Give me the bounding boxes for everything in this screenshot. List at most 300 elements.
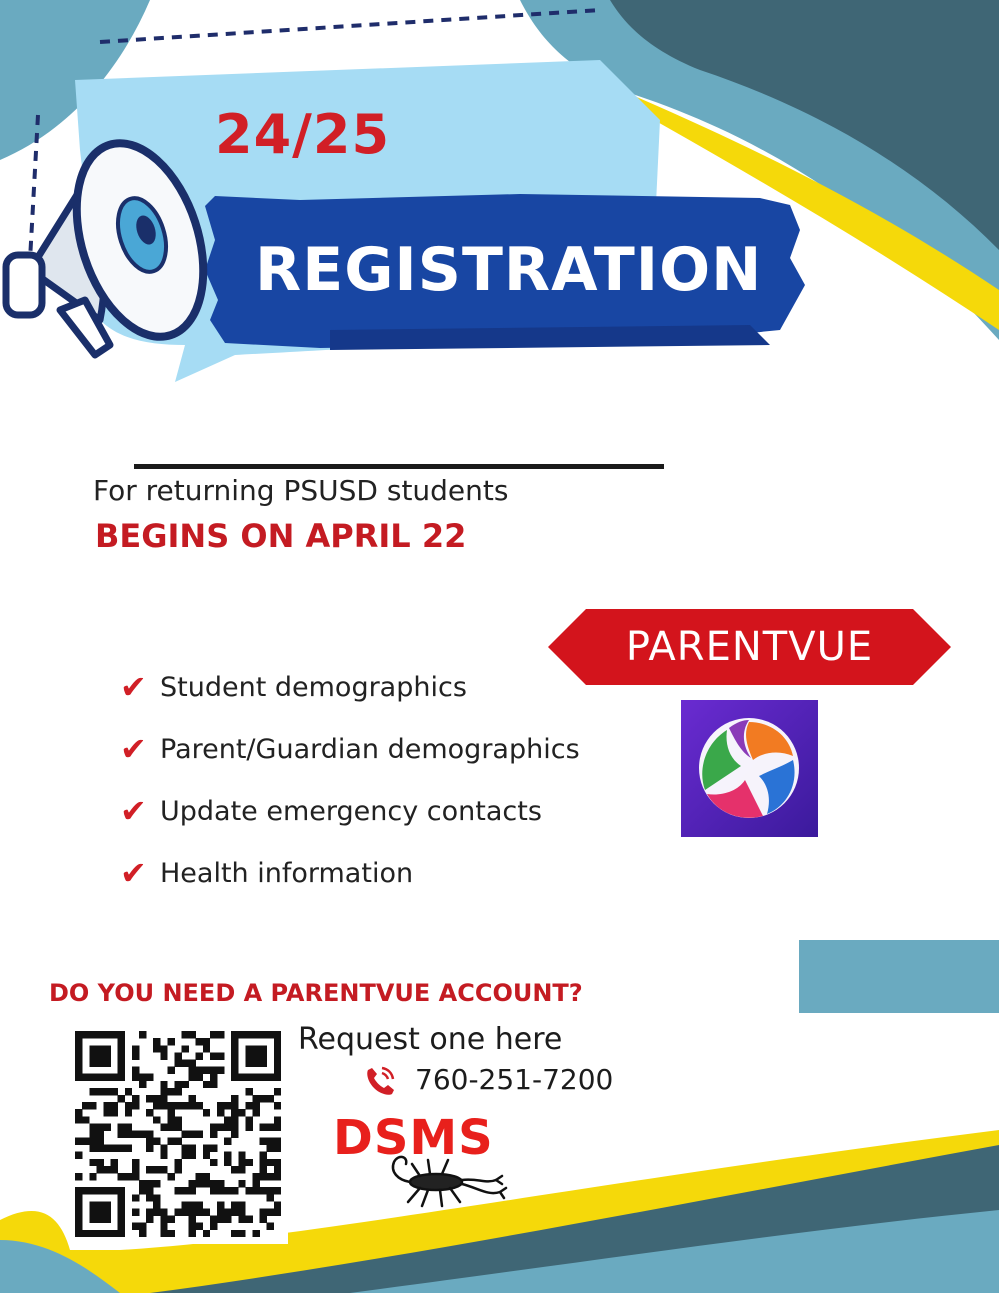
qr-module	[260, 1138, 267, 1145]
qr-module	[210, 1031, 217, 1038]
qr-module	[245, 1102, 252, 1109]
qr-module	[260, 1173, 267, 1180]
qr-module	[146, 1130, 153, 1137]
qr-module	[118, 1074, 125, 1081]
qr-module	[111, 1159, 118, 1166]
qr-module	[160, 1081, 167, 1088]
qr-module	[132, 1159, 139, 1166]
qr-module	[203, 1173, 210, 1180]
qr-module	[196, 1074, 203, 1081]
qr-module	[111, 1187, 118, 1194]
qr-module	[189, 1067, 196, 1074]
qr-module	[132, 1173, 139, 1180]
qr-module	[231, 1052, 238, 1059]
qr-module	[210, 1223, 217, 1230]
qr-module	[238, 1180, 245, 1187]
qr-module	[160, 1145, 167, 1152]
qr-module	[231, 1116, 238, 1123]
qr-module	[182, 1102, 189, 1109]
check-icon: ✔	[120, 854, 147, 892]
qr-module	[189, 1031, 196, 1038]
qr-module	[75, 1138, 82, 1145]
qr-module	[96, 1216, 103, 1223]
qr-module	[267, 1145, 274, 1152]
qr-module	[238, 1109, 245, 1116]
qr-module	[245, 1123, 252, 1130]
qr-module	[160, 1102, 167, 1109]
school-logo-text: DSMS	[333, 1110, 494, 1166]
qr-module	[125, 1109, 132, 1116]
qr-module	[231, 1230, 238, 1237]
qr-module	[203, 1209, 210, 1216]
qr-module	[75, 1230, 82, 1237]
qr-module	[125, 1130, 132, 1137]
qr-module	[75, 1067, 82, 1074]
qr-module	[75, 1031, 82, 1038]
qr-module	[75, 1045, 82, 1052]
qr-module	[160, 1230, 167, 1237]
qr-module	[231, 1038, 238, 1045]
qr-module	[132, 1209, 139, 1216]
qr-module	[118, 1045, 125, 1052]
qr-module	[196, 1180, 203, 1187]
qr-module	[153, 1194, 160, 1201]
qr-module	[231, 1209, 238, 1216]
qr-module	[139, 1230, 146, 1237]
qr-module	[118, 1031, 125, 1038]
qr-module	[196, 1130, 203, 1137]
qr-module	[103, 1201, 110, 1208]
qr-module	[111, 1109, 118, 1116]
qr-module	[274, 1067, 281, 1074]
qr-module	[267, 1031, 274, 1038]
qr-module	[89, 1045, 96, 1052]
qr-module	[189, 1180, 196, 1187]
qr-module	[196, 1209, 203, 1216]
qr-module	[189, 1216, 196, 1223]
qr-module	[260, 1045, 267, 1052]
qr-module	[253, 1180, 260, 1187]
qr-module	[75, 1201, 82, 1208]
qr-module	[174, 1102, 181, 1109]
qr-module	[274, 1209, 281, 1216]
qr-module	[245, 1045, 252, 1052]
qr-module	[103, 1031, 110, 1038]
qr-module	[182, 1031, 189, 1038]
check-icon: ✔	[120, 730, 147, 768]
qr-module	[167, 1109, 174, 1116]
qr-module	[274, 1038, 281, 1045]
qr-module	[224, 1123, 231, 1130]
qr-module	[224, 1159, 231, 1166]
qr-module	[89, 1145, 96, 1152]
qr-module	[189, 1209, 196, 1216]
qr-module	[274, 1201, 281, 1208]
qr-module	[203, 1180, 210, 1187]
qr-module	[118, 1123, 125, 1130]
qr-module	[245, 1159, 252, 1166]
qr-module	[160, 1123, 167, 1130]
qr-module	[146, 1180, 153, 1187]
qr-module	[153, 1045, 160, 1052]
qr-module	[174, 1159, 181, 1166]
qr-module	[103, 1052, 110, 1059]
qr-module	[274, 1159, 281, 1166]
qr-module	[174, 1081, 181, 1088]
school-year: 24/25	[215, 103, 391, 166]
qr-module	[132, 1194, 139, 1201]
qr-module	[217, 1109, 224, 1116]
qr-module	[118, 1187, 125, 1194]
qr-module	[274, 1052, 281, 1059]
qr-module	[260, 1123, 267, 1130]
qr-module	[153, 1038, 160, 1045]
qr-module	[132, 1074, 139, 1081]
qr-module	[274, 1045, 281, 1052]
qr-module	[196, 1201, 203, 1208]
qr-module	[160, 1088, 167, 1095]
qr-module	[174, 1166, 181, 1173]
qr-module	[182, 1145, 189, 1152]
qr-module	[132, 1095, 139, 1102]
qr-module	[260, 1187, 267, 1194]
qr-module	[132, 1166, 139, 1173]
qr-module	[82, 1138, 89, 1145]
qr-module	[89, 1059, 96, 1066]
qr-module	[267, 1173, 274, 1180]
qr-module	[217, 1123, 224, 1130]
qr-module	[260, 1031, 267, 1038]
qr-module	[196, 1052, 203, 1059]
qr-module	[103, 1216, 110, 1223]
qr-module	[89, 1230, 96, 1237]
checklist-item-label: Parent/Guardian demographics	[160, 733, 580, 765]
checklist-item	[120, 718, 580, 780]
qr-module	[224, 1187, 231, 1194]
qr-module	[146, 1109, 153, 1116]
qr-module	[189, 1095, 196, 1102]
phone-number[interactable]: 760-251-7200	[415, 1063, 614, 1096]
qr-module	[153, 1201, 160, 1208]
qr-module	[167, 1138, 174, 1145]
qr-module	[96, 1031, 103, 1038]
qr-module	[75, 1059, 82, 1066]
qr-module	[245, 1116, 252, 1123]
qr-module	[75, 1152, 82, 1159]
qr-module	[167, 1230, 174, 1237]
qr-module	[245, 1187, 252, 1194]
qr-module	[210, 1216, 217, 1223]
qr-module	[160, 1095, 167, 1102]
qr-module	[89, 1216, 96, 1223]
qr-module	[153, 1138, 160, 1145]
qr-module	[267, 1159, 274, 1166]
qr-module	[274, 1166, 281, 1173]
qr-module	[75, 1223, 82, 1230]
qr-module	[96, 1230, 103, 1237]
qr-module	[167, 1088, 174, 1095]
qr-module	[217, 1216, 224, 1223]
qr-module	[103, 1059, 110, 1066]
qr-module	[103, 1187, 110, 1194]
qr-module	[210, 1074, 217, 1081]
qr-module	[174, 1209, 181, 1216]
qr-module	[125, 1102, 132, 1109]
qr-module	[118, 1059, 125, 1066]
qr-module	[231, 1102, 238, 1109]
qr-module	[89, 1201, 96, 1208]
qr-module	[267, 1209, 274, 1216]
qr-module	[182, 1059, 189, 1066]
qr-module	[274, 1138, 281, 1145]
qr-module	[260, 1209, 267, 1216]
qr-module	[118, 1209, 125, 1216]
qr-module	[217, 1102, 224, 1109]
qr-module	[174, 1116, 181, 1123]
qr-module	[224, 1138, 231, 1145]
qr-module	[253, 1059, 260, 1066]
qr-module	[118, 1095, 125, 1102]
qr-module	[160, 1223, 167, 1230]
registration-checklist	[120, 656, 580, 904]
qr-module	[253, 1230, 260, 1237]
qr-module	[89, 1159, 96, 1166]
qr-module	[146, 1145, 153, 1152]
qr-module	[125, 1173, 132, 1180]
qr-module	[146, 1209, 153, 1216]
qr-module	[103, 1088, 110, 1095]
qr-module	[203, 1038, 210, 1045]
qr-module	[245, 1031, 252, 1038]
qr-module	[167, 1123, 174, 1130]
qr-module	[224, 1116, 231, 1123]
qr-module	[89, 1209, 96, 1216]
qr-module	[182, 1209, 189, 1216]
qr-module	[160, 1209, 167, 1216]
qr-module	[182, 1187, 189, 1194]
qr-module	[267, 1095, 274, 1102]
qr-module	[274, 1123, 281, 1130]
qr-module	[253, 1173, 260, 1180]
qr-module	[182, 1152, 189, 1159]
qr-module	[89, 1173, 96, 1180]
qr-module	[96, 1187, 103, 1194]
qr-module	[160, 1216, 167, 1223]
scorpion-logo	[368, 1150, 508, 1210]
qr-module	[160, 1052, 167, 1059]
qr-module	[103, 1209, 110, 1216]
qr-module	[231, 1074, 238, 1081]
qr-module	[203, 1081, 210, 1088]
qr-module	[96, 1074, 103, 1081]
qr-module	[96, 1045, 103, 1052]
phone-icon	[362, 1064, 398, 1098]
qr-module	[125, 1123, 132, 1130]
qr-module	[89, 1138, 96, 1145]
qr-module	[231, 1095, 238, 1102]
qr-code[interactable]	[68, 1024, 288, 1244]
qr-module	[103, 1123, 110, 1130]
qr-module	[111, 1088, 118, 1095]
qr-module	[210, 1180, 217, 1187]
qr-module	[146, 1194, 153, 1201]
qr-module	[132, 1067, 139, 1074]
qr-module	[118, 1038, 125, 1045]
parentvue-label: PARENTVUE	[625, 624, 874, 670]
qr-module	[118, 1201, 125, 1208]
qr-module	[210, 1187, 217, 1194]
qr-module	[75, 1209, 82, 1216]
qr-module	[174, 1123, 181, 1130]
qr-module	[146, 1187, 153, 1194]
qr-module	[139, 1180, 146, 1187]
account-question: DO YOU NEED A PARENTVUE ACCOUNT?	[49, 979, 583, 1007]
qr-module	[224, 1102, 231, 1109]
qr-module	[89, 1130, 96, 1137]
qr-module	[153, 1180, 160, 1187]
qr-module	[189, 1130, 196, 1137]
qr-module	[82, 1187, 89, 1194]
qr-module	[132, 1052, 139, 1059]
qr-module	[174, 1088, 181, 1095]
qr-module	[118, 1130, 125, 1137]
qr-module	[260, 1166, 267, 1173]
qr-module	[125, 1088, 132, 1095]
qr-module	[217, 1180, 224, 1187]
returning-students-text: For returning PSUSD students	[93, 474, 509, 507]
qr-module	[231, 1067, 238, 1074]
qr-module	[146, 1138, 153, 1145]
qr-module	[189, 1102, 196, 1109]
qr-module	[210, 1159, 217, 1166]
qr-module	[203, 1145, 210, 1152]
registration-title: REGISTRATION	[255, 235, 763, 305]
qr-module	[96, 1166, 103, 1173]
teal-accent-block	[799, 940, 999, 1013]
qr-module	[260, 1216, 267, 1223]
qr-module	[267, 1138, 274, 1145]
qr-module	[274, 1173, 281, 1180]
qr-module	[203, 1230, 210, 1237]
qr-module	[231, 1123, 238, 1130]
qr-module	[189, 1074, 196, 1081]
qr-module	[217, 1067, 224, 1074]
qr-module	[196, 1173, 203, 1180]
qr-module	[89, 1031, 96, 1038]
qr-module	[196, 1067, 203, 1074]
qr-module	[224, 1216, 231, 1223]
qr-module	[153, 1209, 160, 1216]
qr-module	[253, 1095, 260, 1102]
qr-module	[238, 1074, 245, 1081]
checklist-item	[120, 656, 580, 718]
qr-module	[167, 1116, 174, 1123]
qr-module	[118, 1230, 125, 1237]
qr-module	[139, 1223, 146, 1230]
qr-module	[189, 1187, 196, 1194]
qr-module	[189, 1223, 196, 1230]
qr-module	[245, 1074, 252, 1081]
qr-module	[238, 1152, 245, 1159]
qr-module	[274, 1059, 281, 1066]
qr-module	[274, 1088, 281, 1095]
qr-module	[132, 1045, 139, 1052]
qr-module	[196, 1223, 203, 1230]
qr-module	[182, 1081, 189, 1088]
qr-module	[210, 1067, 217, 1074]
qr-module	[75, 1074, 82, 1081]
qr-module	[139, 1187, 146, 1194]
qr-module	[260, 1074, 267, 1081]
qr-module	[174, 1052, 181, 1059]
qr-module	[196, 1102, 203, 1109]
qr-module	[96, 1159, 103, 1166]
qr-module	[231, 1166, 238, 1173]
qr-module	[75, 1038, 82, 1045]
qr-module	[253, 1187, 260, 1194]
qr-module	[274, 1102, 281, 1109]
qr-module	[253, 1052, 260, 1059]
qr-module	[82, 1116, 89, 1123]
qr-module	[167, 1038, 174, 1045]
check-icon: ✔	[120, 668, 147, 706]
qr-module	[274, 1031, 281, 1038]
qr-module	[160, 1045, 167, 1052]
checklist-item-label: Student demographics	[160, 671, 467, 703]
qr-module	[245, 1052, 252, 1059]
qr-module	[103, 1230, 110, 1237]
qr-module	[75, 1187, 82, 1194]
qr-module	[118, 1052, 125, 1059]
qr-module	[118, 1145, 125, 1152]
qr-module	[238, 1031, 245, 1038]
qr-module	[153, 1166, 160, 1173]
qr-module	[82, 1074, 89, 1081]
qr-module	[267, 1074, 274, 1081]
qr-module	[96, 1145, 103, 1152]
qr-module	[82, 1230, 89, 1237]
qr-module	[75, 1052, 82, 1059]
qr-module	[103, 1109, 110, 1116]
qr-module	[103, 1074, 110, 1081]
qr-module	[238, 1209, 245, 1216]
parentvue-app-icon[interactable]	[681, 700, 818, 837]
qr-module	[132, 1223, 139, 1230]
qr-module	[274, 1074, 281, 1081]
qr-module	[118, 1216, 125, 1223]
qr-module	[96, 1209, 103, 1216]
qr-module	[89, 1074, 96, 1081]
qr-module	[167, 1216, 174, 1223]
qr-module	[118, 1194, 125, 1201]
checklist-item-label: Health information	[160, 857, 414, 889]
qr-module	[217, 1201, 224, 1208]
qr-module	[253, 1031, 260, 1038]
qr-module	[146, 1095, 153, 1102]
qr-module	[153, 1116, 160, 1123]
qr-module	[231, 1187, 238, 1194]
qr-module	[267, 1223, 274, 1230]
qr-module	[182, 1130, 189, 1137]
qr-module	[160, 1152, 167, 1159]
qr-module	[267, 1187, 274, 1194]
qr-module	[89, 1123, 96, 1130]
qr-module	[96, 1123, 103, 1130]
qr-module	[174, 1187, 181, 1194]
qr-module	[146, 1216, 153, 1223]
qr-module	[139, 1031, 146, 1038]
qr-module	[210, 1130, 217, 1137]
